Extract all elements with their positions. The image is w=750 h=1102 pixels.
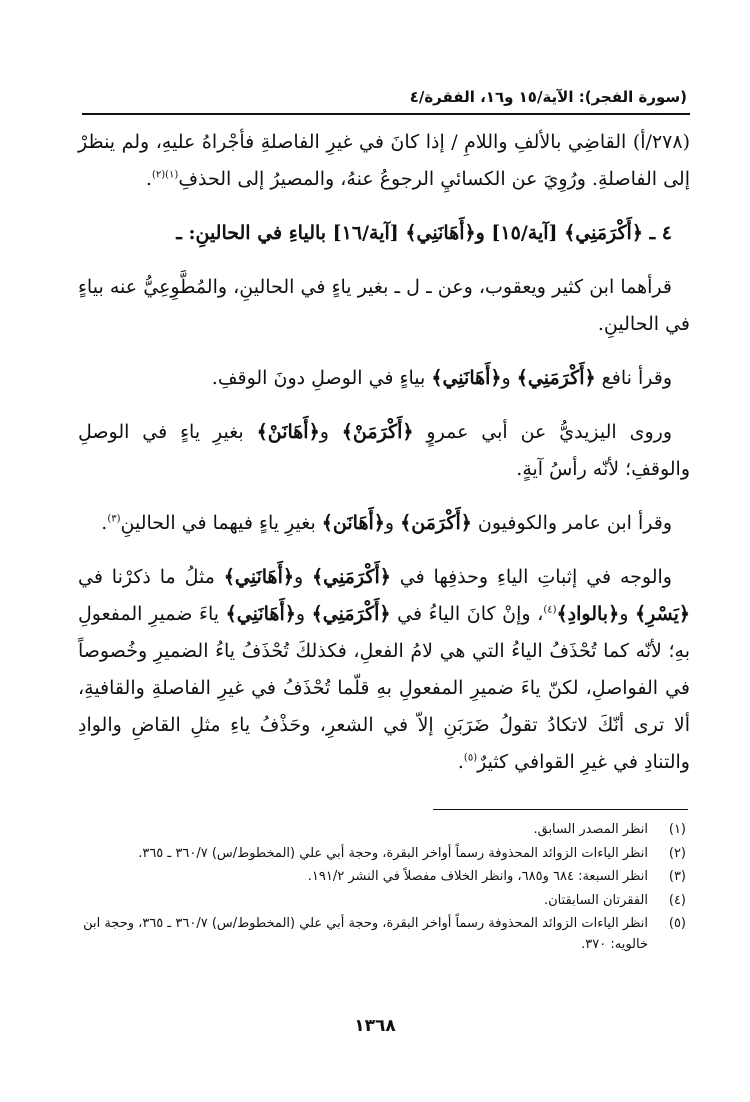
quran-word: ﴿أَهَانَنِي﴾ [223,566,294,588]
body-text [78,124,690,798]
paragraph-3: وقرأ نافع ﴿أَكْرَمَنِي﴾ و﴿أَهَانَنِي﴾ بياءٍ في الوصلِ دونَ الوقفِ. [211,367,672,389]
quran-word: ﴿أَهَانَنْ﴾ [256,421,320,443]
footnote: (١) انظر المصدر السابق. [533,822,686,837]
quran-word: ﴿أَكْرَمَنِي﴾ [311,603,391,625]
quran-word: ﴿أَهَانَنِي﴾ [431,367,502,389]
quran-word: ﴿أَكْرَمَنِي﴾ [516,367,596,389]
quran-word: ﴿أَكْرَمَنِي﴾ [564,222,643,244]
paragraph-6: والوجه في إثباتِ الياءِ وحذفِها في ﴿أَكْرَمَنِي﴾ و﴿أَهَانَنِي﴾ مثلُ ما ذكرْنا في ﴿يَسْرِ﴾ و﴿بالوادِ﴾$^{(٤)}$، وإنْ كانَ الياءُ في ﴿أَكْرَمَنِي﴾ و﴿أَهَانَنِي﴾ ياءَ ضميرِ المفعولِ بهِ؛ لأنّه كما تُحْذَفُ الياءُ التي هي لامُ الفعلِ، فكذلكَ تُحْذَفُ ياءُ الضميرِ وخُصوصاً في الفواصلِ، لكنّ ياءَ ضميرِ المفعولِ بهِ قلّما تُحْذَفُ في غيرِ الفاصلةِ والقافيةِ، ألا ترى أنّكَ لاتكادُ تقولُ ضَرَبَنِ إلاّ في الشعرِ، وحَذْفُ ياءِ مثلِ القاضِ والوادِ والتنادِ في غيرِ القوافي كثيرٌ$^{(٥)}$. [78,566,691,773]
footnote: (٣) انظر السبعة: ٦٨٤ و٦٨٥، وانظر الخلاف مفصلاً في النشر ١٩١/٢. [307,869,686,884]
quran-word: ﴿بالوادِ﴾ [556,603,620,625]
paragraph-2: قرأهما ابن كثير ويعقوب، وعن ـ ل ـ بغير ياءٍ في الحالينِ، والمُطَّوِعِيُّ عنه بياءٍ في الحالينِ. [78,276,690,335]
quran-word: ﴿يَسْرِ﴾ [635,603,691,625]
header-rule [82,113,690,115]
footnote: (٤) الفقرتان السابقتان. [543,892,686,908]
footnote: (٥) انظر الياءات الزوائد المحذوفة رسماً أواخر البقرة، وحجة أبي علي (المخطوط/س) ٣٦٠/٧ ـ ٣٦٥، وحجة ابن خالويه: ٣٧٠. [83,916,686,952]
quran-word: ﴿أَهَانَنِي﴾ [405,222,476,244]
section-heading: ٤ ـ ﴿أَكْرَمَنِي﴾ [آية/١٥] و﴿أَهَانَنِي﴾ [آية/١٦] بالياءِ في الحالينِ: ـ [176,222,672,244]
quran-word: ﴿أَكْرَمَن﴾ [400,512,472,534]
footnote-ref: (٣) [107,513,121,525]
footnote: (٢) انظر الياءات الزوائد المحذوفة رسماً أواخر البقرة، وحجة أبي علي (المخطوط/س) ٣٦٠/٧ ـ ٣٦٥. [138,845,686,861]
quran-word: ﴿أَكْرَمَنِي﴾ [312,566,391,588]
quran-word: ﴿أَكْرَمَنْ﴾ [341,421,414,443]
paragraph-4: وروى اليزيديُّ عن أبي عمروٍ ﴿أَكْرَمَنْ﴾ و﴿أَهَانَنْ﴾ بغيرِ ياءٍ في الوصلِ والوقفِ؛ لأنّه رأسُ آيةٍ. [78,421,690,480]
footnote-ref: (١)(٢) [151,169,179,181]
footnote-ref: (٥) [463,752,478,764]
quran-word: ﴿أَهَانَنِي﴾ [225,603,296,625]
quran-word: ﴿أَهَانَن﴾ [321,512,385,534]
paragraph-1: (٢٧٨/أ) القاضِي بالألفِ واللامِ / إذا كانَ في غيرِ الفاصلةِ فأجْراهُ عليهِ، ولم ينظرْ إلى الفاصلةِ. ورُوِيَ عن الكسائيِ الرجوعُ عنهُ، والمصيرُ إلى الحذفِ$^{(١)(٢)}$. [78,131,690,190]
footnote-rule [433,809,688,810]
page-number: ١٣٦٨ [354,1016,396,1036]
footnote-ref: (٤) [543,604,557,616]
running-header: (سورة الفجر): الآية/١٥ و١٦، الفقرة/٤ [409,88,687,106]
folio-marker: (٢٧٨/أ) [632,131,690,153]
paragraph-5: وقرأ ابن عامر والكوفيون ﴿أَكْرَمَن﴾ و﴿أَهَانَن﴾ بغيرِ ياءٍ فيهما في الحالينِ$^{(٣)}$. [101,512,672,534]
footnotes [82,820,686,958]
